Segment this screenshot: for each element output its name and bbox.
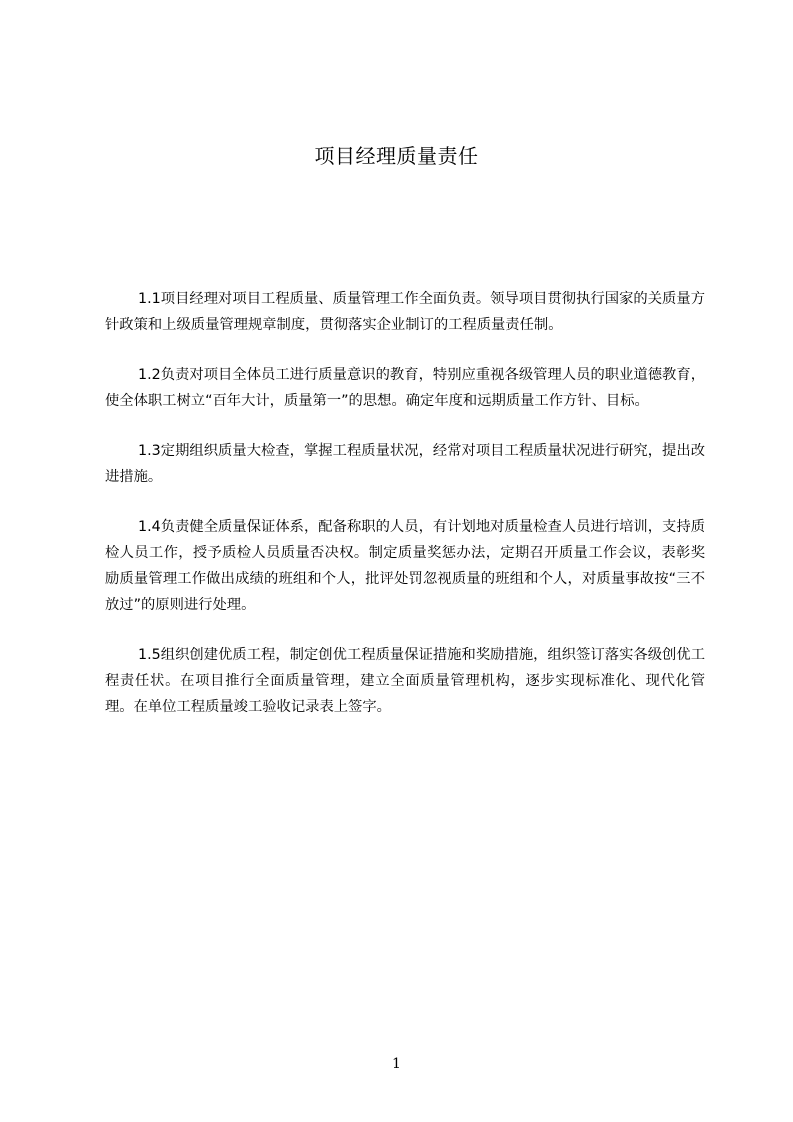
document-body — [105, 286, 705, 744]
page-number: 1 — [392, 1056, 401, 1072]
paragraph-1-5: 1.5组织创建优质工程，制定创优工程质量保证措施和奖励措施，组织签订落实各级创优工程责任状。在项目推行全面质量管理，建立全面质量管理机构，逐步实现标准化、现代化管理。在单位工程质量竣工验收记录表上签字。 — [105, 647, 705, 715]
paragraph-1-2: 1.2负责对项目全体员工进行质量意识的教育，特别应重视各级管理人员的职业道德教育，使全体职工树立“百年大计，质量第一”的思想。确定年度和远期质量工作方针、目标。 — [105, 367, 705, 409]
page-title: 项目经理质量责任 — [314, 144, 479, 168]
paragraph-1-3: 1.3定期组织质量大检查，掌握工程质量状况，经常对项目工程质量状况进行研究，提出改进措施。 — [105, 443, 705, 485]
paragraph-1-1: 1.1项目经理对项目工程质量、质量管理工作全面负责。领导项目贯彻执行国家的关质量方针政策和上级质量管理规章制度，贯彻落实企业制订的工程质量责任制。 — [105, 291, 705, 333]
paragraph-1-4: 1.4负责健全质量保证体系，配备称职的人员，有计划地对质量检查人员进行培训，支持质检人员工作，授予质检人员质量否决权。制定质量奖惩办法，定期召开质量工作会议，表彰奖励质量管理工作做出成绩的班组和个人，批评处罚忽视质量的班组和个人，对质量事故按“三不放过”的原则进行处理。 — [105, 519, 705, 613]
